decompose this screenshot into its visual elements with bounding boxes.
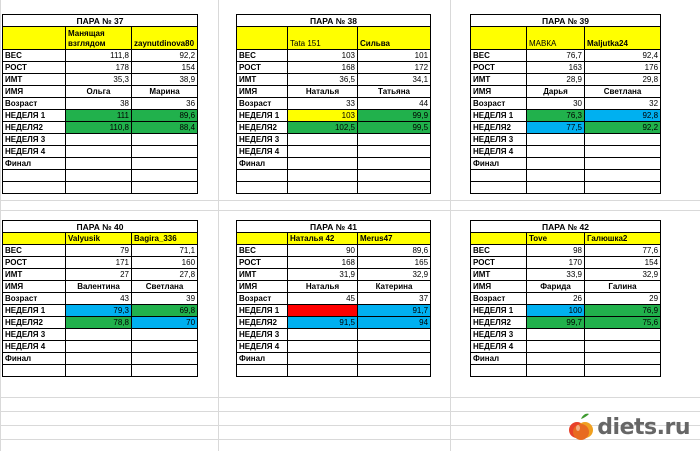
age-2[interactable]: 37 xyxy=(358,293,431,305)
bmi-1[interactable]: 27 xyxy=(66,269,132,281)
label-weight[interactable]: ВЕС xyxy=(3,50,66,62)
empty-cell[interactable] xyxy=(132,365,198,377)
weight-1[interactable]: 76,7 xyxy=(527,50,585,62)
label-week3[interactable]: НЕДЕЛЯ 3 xyxy=(471,134,527,146)
height-2[interactable]: 165 xyxy=(358,257,431,269)
label-week4[interactable]: НЕДЕЛЯ 4 xyxy=(237,341,288,353)
weight-1[interactable]: 79 xyxy=(66,245,132,257)
height-1[interactable]: 168 xyxy=(288,62,358,74)
empty-cell[interactable] xyxy=(471,365,527,377)
pair-title: ПАРА № 42 xyxy=(471,221,661,233)
week2-2[interactable]: 92,2 xyxy=(585,122,661,134)
nick-1[interactable]: МАВКА xyxy=(527,27,585,50)
final-2[interactable] xyxy=(358,353,431,365)
week3-1[interactable] xyxy=(288,329,358,341)
nick-2[interactable]: Галюшка2 xyxy=(585,233,661,245)
empty-cell[interactable] xyxy=(288,182,358,194)
week3-1[interactable] xyxy=(288,134,358,146)
final-1[interactable] xyxy=(527,158,585,170)
name-2[interactable]: Марина xyxy=(132,86,198,98)
empty-cell[interactable] xyxy=(3,170,66,182)
week1-2[interactable]: 91,7 xyxy=(358,305,431,317)
label-week2[interactable]: НЕДЕЛЯ2 xyxy=(471,122,527,134)
nick-2[interactable]: Merus47 xyxy=(358,233,431,245)
nick-1[interactable]: Манящая взглядом xyxy=(66,27,132,50)
label-age[interactable]: Возраст xyxy=(3,293,66,305)
pair-title: ПАРА № 37 xyxy=(3,15,198,27)
week3-2[interactable] xyxy=(358,329,431,341)
label-final[interactable]: Финал xyxy=(471,158,527,170)
final-2[interactable] xyxy=(358,158,431,170)
week4-2[interactable] xyxy=(358,341,431,353)
weight-1[interactable]: 103 xyxy=(288,50,358,62)
height-1[interactable]: 178 xyxy=(66,62,132,74)
week1-2[interactable]: 92,8 xyxy=(585,110,661,122)
label-week4[interactable]: НЕДЕЛЯ 4 xyxy=(3,341,66,353)
label-weight[interactable]: ВЕС xyxy=(471,50,527,62)
nick-1[interactable]: Valyusik xyxy=(66,233,132,245)
name-1[interactable]: Наталья xyxy=(288,281,358,293)
pair-title: ПАРА № 39 xyxy=(471,15,661,27)
label-week3[interactable]: НЕДЕЛЯ 3 xyxy=(3,134,66,146)
age-1[interactable]: 38 xyxy=(66,98,132,110)
label-week4[interactable]: НЕДЕЛЯ 4 xyxy=(3,146,66,158)
age-2[interactable]: 36 xyxy=(132,98,198,110)
label-name[interactable]: ИМЯ xyxy=(3,86,66,98)
cell-empty[interactable] xyxy=(237,233,288,245)
cell-empty[interactable] xyxy=(3,233,66,245)
week3-1[interactable] xyxy=(527,329,585,341)
label-weight[interactable]: ВЕС xyxy=(237,50,288,62)
height-2[interactable]: 154 xyxy=(132,62,198,74)
empty-cell[interactable] xyxy=(237,170,288,182)
label-age[interactable]: Возраст xyxy=(237,293,288,305)
diets-logo xyxy=(568,409,690,445)
week3-2[interactable] xyxy=(132,134,198,146)
empty-cell[interactable] xyxy=(527,365,585,377)
cell-empty[interactable] xyxy=(3,27,66,50)
week4-1[interactable] xyxy=(66,146,132,158)
cell-empty[interactable] xyxy=(471,233,527,245)
empty-cell[interactable] xyxy=(132,170,198,182)
gridline xyxy=(0,210,700,211)
weight-2[interactable]: 77,6 xyxy=(585,245,661,257)
label-name[interactable]: ИМЯ xyxy=(237,281,288,293)
label-final[interactable]: Финал xyxy=(237,158,288,170)
name-1[interactable]: Ольга xyxy=(66,86,132,98)
bmi-1[interactable]: 28,9 xyxy=(527,74,585,86)
label-age[interactable]: Возраст xyxy=(471,98,527,110)
label-height[interactable]: РОСТ xyxy=(471,62,527,74)
empty-cell[interactable] xyxy=(288,365,358,377)
week1-1[interactable]: 79,3 xyxy=(66,305,132,317)
gridline xyxy=(0,397,700,398)
final-1[interactable] xyxy=(288,158,358,170)
label-week4[interactable]: НЕДЕЛЯ 4 xyxy=(471,341,527,353)
label-final[interactable]: Финал xyxy=(237,353,288,365)
week3-2[interactable] xyxy=(585,134,661,146)
cell-empty[interactable] xyxy=(237,27,288,50)
age-2[interactable]: 44 xyxy=(358,98,431,110)
week4-2[interactable] xyxy=(585,341,661,353)
weight-1[interactable]: 111,8 xyxy=(66,50,132,62)
empty-cell[interactable] xyxy=(358,170,431,182)
week2-1[interactable]: 99,7 xyxy=(527,317,585,329)
gridline xyxy=(0,200,700,201)
weight-2[interactable]: 89,6 xyxy=(358,245,431,257)
week1-1[interactable] xyxy=(288,305,358,317)
name-1[interactable]: Фарида xyxy=(527,281,585,293)
empty-cell[interactable] xyxy=(237,365,288,377)
label-final[interactable]: Финал xyxy=(3,353,66,365)
empty-cell[interactable] xyxy=(3,365,66,377)
final-2[interactable] xyxy=(585,158,661,170)
week4-1[interactable] xyxy=(527,341,585,353)
label-week1[interactable]: НЕДЕЛЯ 1 xyxy=(471,305,527,317)
label-age[interactable]: Возраст xyxy=(471,293,527,305)
nick-2[interactable]: Bagira_336 xyxy=(132,233,198,245)
height-2[interactable]: 172 xyxy=(358,62,431,74)
apple-icon xyxy=(568,412,594,442)
bmi-2[interactable]: 29,8 xyxy=(585,74,661,86)
label-week2[interactable]: НЕДЕЛЯ2 xyxy=(471,317,527,329)
logo-text: diets.ru xyxy=(597,414,690,440)
pair-table-41 xyxy=(236,220,431,377)
label-height[interactable]: РОСТ xyxy=(471,257,527,269)
week2-2[interactable]: 99,5 xyxy=(358,122,431,134)
week2-1[interactable]: 78,8 xyxy=(66,317,132,329)
week4-1[interactable] xyxy=(527,146,585,158)
empty-cell[interactable] xyxy=(358,365,431,377)
empty-cell[interactable] xyxy=(585,365,661,377)
empty-cell[interactable] xyxy=(358,182,431,194)
week4-2[interactable] xyxy=(358,146,431,158)
label-week3[interactable]: НЕДЕЛЯ 3 xyxy=(237,134,288,146)
bmi-2[interactable]: 32,9 xyxy=(585,269,661,281)
empty-cell[interactable] xyxy=(3,182,66,194)
name-1[interactable]: Дарья xyxy=(527,86,585,98)
empty-cell[interactable] xyxy=(237,182,288,194)
week2-1[interactable]: 102,5 xyxy=(288,122,358,134)
week4-2[interactable] xyxy=(585,146,661,158)
gridline xyxy=(450,0,451,451)
height-2[interactable]: 176 xyxy=(585,62,661,74)
weight-1[interactable]: 98 xyxy=(527,245,585,257)
age-1[interactable]: 26 xyxy=(527,293,585,305)
age-2[interactable]: 39 xyxy=(132,293,198,305)
height-2[interactable]: 160 xyxy=(132,257,198,269)
nick-1[interactable]: Tata 151 xyxy=(288,27,358,50)
nick-2[interactable]: Сильва xyxy=(358,27,431,50)
label-week3[interactable]: НЕДЕЛЯ 3 xyxy=(237,329,288,341)
label-week1[interactable]: НЕДЕЛЯ 1 xyxy=(3,305,66,317)
label-weight[interactable]: ВЕС xyxy=(237,245,288,257)
pair-table-40 xyxy=(2,220,198,377)
week1-2[interactable]: 99,9 xyxy=(358,110,431,122)
week1-1[interactable]: 103 xyxy=(288,110,358,122)
week4-2[interactable] xyxy=(132,341,198,353)
week1-2[interactable]: 69,8 xyxy=(132,305,198,317)
pair-title: ПАРА № 40 xyxy=(3,221,198,233)
label-height[interactable]: РОСТ xyxy=(237,62,288,74)
height-1[interactable]: 168 xyxy=(288,257,358,269)
week4-1[interactable] xyxy=(288,341,358,353)
name-2[interactable]: Катерина xyxy=(358,281,431,293)
label-final[interactable]: Финал xyxy=(471,353,527,365)
week3-1[interactable] xyxy=(66,329,132,341)
label-name[interactable]: ИМЯ xyxy=(3,281,66,293)
name-1[interactable]: Наталья xyxy=(288,86,358,98)
weight-2[interactable]: 101 xyxy=(358,50,431,62)
label-bmi[interactable]: ИМТ xyxy=(237,74,288,86)
week1-1[interactable]: 76,3 xyxy=(527,110,585,122)
age-1[interactable]: 45 xyxy=(288,293,358,305)
label-weight[interactable]: ВЕС xyxy=(471,245,527,257)
label-weight[interactable]: ВЕС xyxy=(3,245,66,257)
week2-2[interactable]: 70 xyxy=(132,317,198,329)
week4-1[interactable] xyxy=(288,146,358,158)
final-2[interactable] xyxy=(132,158,198,170)
pair-table-37 xyxy=(2,14,198,194)
name-2[interactable]: Светлана xyxy=(585,86,661,98)
week2-1[interactable]: 91,5 xyxy=(288,317,358,329)
label-bmi[interactable]: ИМТ xyxy=(237,269,288,281)
weight-1[interactable]: 90 xyxy=(288,245,358,257)
week4-2[interactable] xyxy=(132,146,198,158)
height-1[interactable]: 163 xyxy=(527,62,585,74)
final-1[interactable] xyxy=(66,353,132,365)
empty-cell[interactable] xyxy=(288,170,358,182)
empty-cell[interactable] xyxy=(66,182,132,194)
age-1[interactable]: 33 xyxy=(288,98,358,110)
gridline xyxy=(0,0,1,451)
label-week4[interactable]: НЕДЕЛЯ 4 xyxy=(471,146,527,158)
pair-table-39 xyxy=(470,14,661,194)
height-1[interactable]: 170 xyxy=(527,257,585,269)
pair-title: ПАРА № 38 xyxy=(237,15,431,27)
empty-cell[interactable] xyxy=(527,170,585,182)
week1-1[interactable]: 111 xyxy=(66,110,132,122)
week3-2[interactable] xyxy=(358,134,431,146)
empty-cell[interactable] xyxy=(527,182,585,194)
label-height[interactable]: РОСТ xyxy=(3,257,66,269)
nick-2[interactable]: zaynutdinova80 xyxy=(132,27,198,50)
name-2[interactable]: Галина xyxy=(585,281,661,293)
label-bmi[interactable]: ИМТ xyxy=(471,269,527,281)
label-height[interactable]: РОСТ xyxy=(3,62,66,74)
nick-2[interactable]: Maljutka24 xyxy=(585,27,661,50)
age-2[interactable]: 32 xyxy=(585,98,661,110)
final-1[interactable] xyxy=(527,353,585,365)
name-2[interactable]: Светлана xyxy=(132,281,198,293)
label-height[interactable]: РОСТ xyxy=(237,257,288,269)
week1-2[interactable]: 76,9 xyxy=(585,305,661,317)
label-week3[interactable]: НЕДЕЛЯ 3 xyxy=(471,329,527,341)
final-2[interactable] xyxy=(132,353,198,365)
week2-2[interactable]: 88,4 xyxy=(132,122,198,134)
week3-2[interactable] xyxy=(132,329,198,341)
label-week1[interactable]: НЕДЕЛЯ 1 xyxy=(237,110,288,122)
name-1[interactable]: Валентина xyxy=(66,281,132,293)
label-week3[interactable]: НЕДЕЛЯ 3 xyxy=(3,329,66,341)
bmi-1[interactable]: 35,3 xyxy=(66,74,132,86)
bmi-1[interactable]: 33,9 xyxy=(527,269,585,281)
label-week2[interactable]: НЕДЕЛЯ2 xyxy=(3,122,66,134)
week2-1[interactable]: 110,8 xyxy=(66,122,132,134)
label-week2[interactable]: НЕДЕЛЯ2 xyxy=(237,317,288,329)
empty-cell[interactable] xyxy=(585,182,661,194)
bmi-2[interactable]: 34,1 xyxy=(358,74,431,86)
week3-2[interactable] xyxy=(585,329,661,341)
label-name[interactable]: ИМЯ xyxy=(471,86,527,98)
label-week1[interactable]: НЕДЕЛЯ 1 xyxy=(471,110,527,122)
label-week2[interactable]: НЕДЕЛЯ2 xyxy=(3,317,66,329)
week4-1[interactable] xyxy=(66,341,132,353)
age-1[interactable]: 43 xyxy=(66,293,132,305)
bmi-2[interactable]: 32,9 xyxy=(358,269,431,281)
final-2[interactable] xyxy=(585,353,661,365)
pair-table-38 xyxy=(236,14,431,194)
height-2[interactable]: 154 xyxy=(585,257,661,269)
age-1[interactable]: 30 xyxy=(527,98,585,110)
label-name[interactable]: ИМЯ xyxy=(471,281,527,293)
age-2[interactable]: 29 xyxy=(585,293,661,305)
label-bmi[interactable]: ИМТ xyxy=(3,269,66,281)
cell-empty[interactable] xyxy=(471,27,527,50)
label-age[interactable]: Возраст xyxy=(237,98,288,110)
bmi-2[interactable]: 27,8 xyxy=(132,269,198,281)
empty-cell[interactable] xyxy=(66,365,132,377)
pair-table-42 xyxy=(470,220,661,377)
gridline xyxy=(218,0,219,451)
empty-cell[interactable] xyxy=(585,170,661,182)
week1-2[interactable]: 89,6 xyxy=(132,110,198,122)
week3-1[interactable] xyxy=(527,134,585,146)
week1-1[interactable]: 100 xyxy=(527,305,585,317)
week3-1[interactable] xyxy=(66,134,132,146)
week2-2[interactable]: 75,6 xyxy=(585,317,661,329)
label-week1[interactable]: НЕДЕЛЯ 1 xyxy=(237,305,288,317)
label-week1[interactable]: НЕДЕЛЯ 1 xyxy=(3,110,66,122)
label-bmi[interactable]: ИМТ xyxy=(471,74,527,86)
weight-2[interactable]: 92,4 xyxy=(585,50,661,62)
pair-title: ПАРА № 41 xyxy=(237,221,431,233)
label-bmi[interactable]: ИМТ xyxy=(3,74,66,86)
empty-cell[interactable] xyxy=(471,182,527,194)
final-1[interactable] xyxy=(66,158,132,170)
label-age[interactable]: Возраст xyxy=(3,98,66,110)
empty-cell[interactable] xyxy=(471,170,527,182)
weight-2[interactable]: 92,2 xyxy=(132,50,198,62)
height-1[interactable]: 171 xyxy=(66,257,132,269)
bmi-1[interactable]: 31,9 xyxy=(288,269,358,281)
final-1[interactable] xyxy=(288,353,358,365)
nick-1[interactable]: Наталья 42 xyxy=(288,233,358,245)
empty-cell[interactable] xyxy=(132,182,198,194)
label-name[interactable]: ИМЯ xyxy=(237,86,288,98)
label-week2[interactable]: НЕДЕЛЯ2 xyxy=(237,122,288,134)
weight-2[interactable]: 71,1 xyxy=(132,245,198,257)
name-2[interactable]: Татьяна xyxy=(358,86,431,98)
label-week4[interactable]: НЕДЕЛЯ 4 xyxy=(237,146,288,158)
bmi-1[interactable]: 36,5 xyxy=(288,74,358,86)
bmi-2[interactable]: 38,9 xyxy=(132,74,198,86)
empty-cell[interactable] xyxy=(66,170,132,182)
nick-1[interactable]: Tove xyxy=(527,233,585,245)
week2-1[interactable]: 77,5 xyxy=(527,122,585,134)
week2-2[interactable]: 94 xyxy=(358,317,431,329)
label-final[interactable]: Финал xyxy=(3,158,66,170)
